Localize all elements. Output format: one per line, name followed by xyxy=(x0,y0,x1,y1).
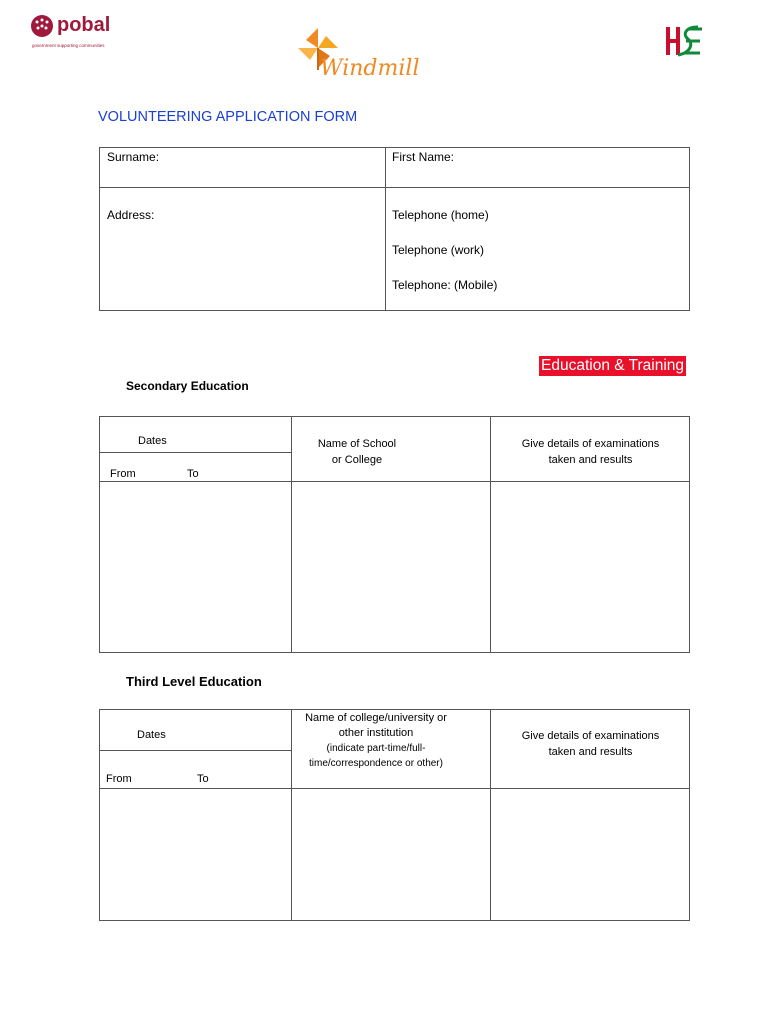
secondary-school-cell[interactable] xyxy=(292,482,489,652)
section-badge-education-training: Education & Training xyxy=(541,357,685,374)
hse-mark-icon xyxy=(664,24,704,58)
windmill-logo xyxy=(296,26,420,86)
third-inst-line1: Name of college/university or xyxy=(305,712,447,724)
surname-label: Surname: xyxy=(107,150,160,164)
pobal-emblem-icon xyxy=(30,14,54,42)
personal-divider-h xyxy=(99,187,690,188)
third-institution-header xyxy=(292,711,460,771)
secondary-exams-cell[interactable] xyxy=(491,482,689,652)
telephone-home-label: Telephone (home) xyxy=(392,208,489,222)
secondary-school-line2: or College xyxy=(331,454,383,466)
telephone-work-label: Telephone (work) xyxy=(392,243,485,257)
third-from-label: From xyxy=(106,773,132,785)
third-level-education-heading: Third Level Education xyxy=(126,674,262,689)
secondary-to-label: To xyxy=(187,468,199,480)
secondary-dates-divider xyxy=(99,452,291,453)
surname-field[interactable] xyxy=(100,166,384,186)
third-to-label: To xyxy=(197,773,209,785)
third-inst-line3: (indicate part-time/full- xyxy=(326,743,426,754)
pobal-tagline: government supporting communities xyxy=(32,43,105,48)
third-exams-header xyxy=(491,728,690,760)
address-label: Address: xyxy=(107,208,155,222)
address-field[interactable] xyxy=(100,226,384,310)
secondary-school-header xyxy=(292,436,422,468)
secondary-education-heading: Secondary Education xyxy=(126,379,249,393)
third-inst-line4: time/correspondence or other) xyxy=(309,758,443,769)
windmill-wordmark: Windmill xyxy=(320,56,420,81)
secondary-dates-cell[interactable] xyxy=(100,482,290,652)
form-title: VOLUNTEERING APPLICATION FORM xyxy=(98,109,358,125)
hse-logo xyxy=(664,24,704,58)
telephone-mobile-label: Telephone: (Mobile) xyxy=(392,278,498,292)
secondary-school-line1: Name of School xyxy=(317,438,397,450)
third-exams-cell[interactable] xyxy=(491,789,689,920)
third-dates-divider xyxy=(99,750,291,751)
secondary-exams-line1: Give details of examinations xyxy=(521,438,660,450)
pobal-logo xyxy=(30,14,120,50)
secondary-dates-label: Dates xyxy=(138,435,167,447)
secondary-exams-line2: taken and results xyxy=(548,454,633,466)
first-name-field[interactable] xyxy=(386,166,689,186)
third-dates-label: Dates xyxy=(137,729,166,741)
third-inst-line2: other institution xyxy=(338,727,414,739)
third-exams-line2: taken and results xyxy=(548,746,633,758)
first-name-label: First Name: xyxy=(392,150,455,164)
third-institution-cell[interactable] xyxy=(292,789,489,920)
secondary-from-label: From xyxy=(110,468,136,480)
third-dates-cell[interactable] xyxy=(100,789,290,920)
third-exams-line1: Give details of examinations xyxy=(521,730,660,742)
secondary-exams-header xyxy=(491,436,690,468)
pobal-wordmark: pobal xyxy=(57,14,111,36)
